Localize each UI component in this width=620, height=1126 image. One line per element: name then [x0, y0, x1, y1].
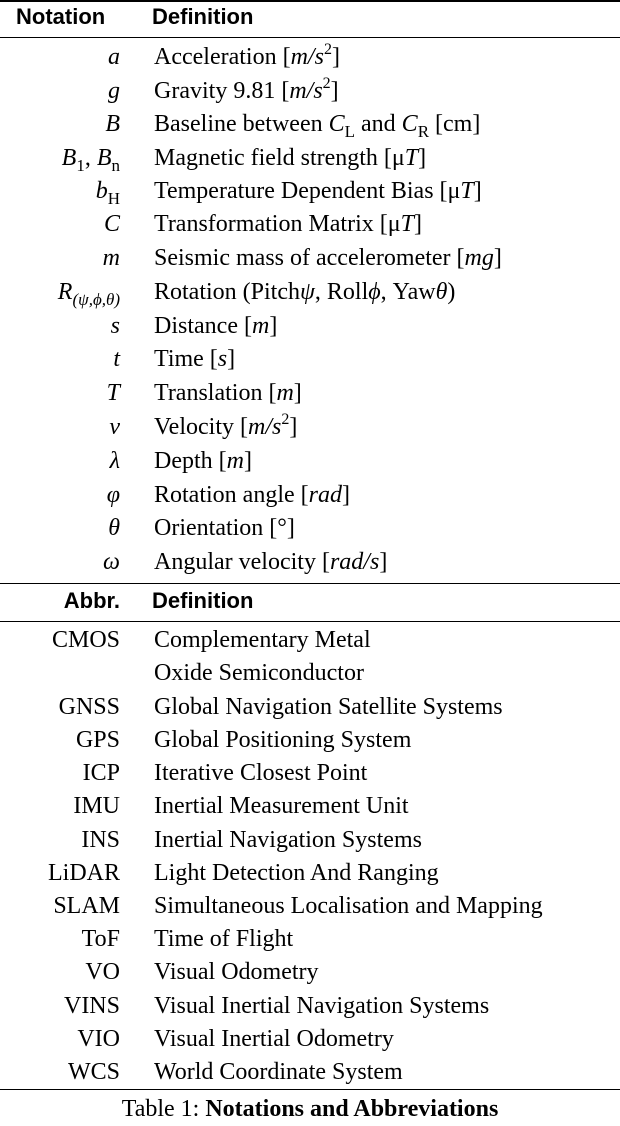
abbreviation-row: [0, 723, 620, 757]
abbreviation-header-row: [0, 584, 620, 618]
abbreviation-definition: Simultaneous Localisation and Mapping: [154, 893, 543, 919]
notation-symbol: C: [103, 211, 120, 237]
notation-row: [0, 511, 620, 545]
abbreviation: ICP: [82, 760, 120, 786]
abbreviation-row: [0, 623, 620, 657]
caption-label: Table 1:: [121, 1096, 200, 1122]
notation-symbol: θ: [108, 515, 120, 541]
abbreviation-definition: Global Navigation Satellite Systems: [154, 694, 503, 720]
abbreviation-definition: Inertial Navigation Systems: [154, 827, 422, 853]
abbreviation-row: [0, 922, 620, 956]
abbreviation-row: [0, 889, 620, 923]
definition-header: Definition: [152, 4, 254, 29]
bottom-rule: [0, 1089, 620, 1090]
notation-definition: Time [s]: [154, 346, 236, 372]
abbreviation-definition: Visual Inertial Navigation Systems: [154, 993, 490, 1019]
notation-row: [0, 241, 620, 275]
notation-row: [0, 376, 620, 410]
notation-definition: Temperature Dependent Bias [μT]: [154, 178, 482, 204]
abbreviation-definition: Iterative Closest Point: [154, 760, 368, 786]
abbreviation: SLAM: [53, 893, 120, 919]
abbreviation: CMOS: [51, 627, 120, 653]
notation-symbol: $R_{(\psi,\phi,\theta)}$: [57, 279, 120, 309]
abbreviation-row: [0, 656, 620, 690]
abbreviation-definition: Complementary Metal: [154, 627, 371, 653]
notation-symbol: s: [110, 313, 120, 339]
notation-row: [0, 478, 620, 512]
notation-definition: Seismic mass of accelerometer [mg]: [154, 245, 502, 271]
notation-row: [0, 275, 620, 309]
abbreviation-definition: Light Detection And Ranging: [154, 860, 439, 886]
notation-symbol: T: [106, 380, 120, 406]
notation-symbol: B: [105, 111, 120, 137]
abbreviation-definition: Inertial Measurement Unit: [154, 793, 409, 819]
abbreviation-row: [0, 955, 620, 989]
abbreviation-row: [0, 756, 620, 790]
notation-definition: Rotation angle [rad]: [154, 482, 350, 508]
notation-row: [0, 342, 620, 376]
notation-row: [0, 141, 620, 175]
notation-row: [0, 40, 620, 74]
abbreviation-row: [0, 690, 620, 724]
header-rule: [0, 621, 620, 622]
table-caption: [0, 1092, 620, 1126]
notation-definition: Gravity 9.81 $[m/s^2]$: [154, 75, 339, 104]
notation-definition: Velocity $[m/s^2]$: [154, 411, 298, 440]
abbreviation: GPS: [75, 727, 120, 753]
abbreviation-definition: Global Positioning System: [154, 727, 412, 753]
abbreviation-row: [0, 789, 620, 823]
abbreviation: LiDAR: [48, 860, 120, 886]
notation-definition: Transformation Matrix [μT]: [154, 211, 422, 237]
notation-symbol: φ: [106, 482, 120, 508]
notation-definition: Baseline between $C_L$ and $C_R$ [cm]: [154, 111, 481, 141]
abbreviation-row: [0, 823, 620, 857]
abbreviation: VO: [85, 959, 120, 985]
abbreviation: IMU: [73, 793, 120, 819]
notation-row: [0, 444, 620, 478]
abbreviation: VIO: [77, 1026, 120, 1052]
notation-row: [0, 545, 620, 579]
abbreviation-row: [0, 989, 620, 1023]
notation-definition: Depth [m]: [154, 448, 252, 474]
notation-symbol: v: [109, 414, 120, 440]
notation-symbol: m: [102, 245, 120, 271]
notation-symbol: $b_H$: [95, 178, 120, 208]
caption-title: Notations and Abbreviations: [205, 1096, 499, 1122]
notation-definition: Rotation (Pitchψ, Rollϕ, Yawθ): [154, 279, 456, 305]
notation-definition: Magnetic field strength [μT]: [154, 145, 427, 171]
notation-definition: Distance [m]: [154, 313, 278, 339]
notation-row: [0, 74, 620, 108]
notation-definition: Orientation [°]: [154, 515, 295, 541]
abbreviation: WCS: [67, 1059, 120, 1085]
abbreviation: VINS: [63, 993, 120, 1019]
notation-header-row: [0, 0, 620, 34]
notation-row: [0, 174, 620, 208]
abbreviation-definition: Visual Odometry: [154, 959, 319, 985]
abbreviation-definition: Visual Inertial Odometry: [154, 1026, 394, 1052]
notation-row: [0, 107, 620, 141]
notation-symbol: ω: [103, 549, 120, 575]
notation-definition: Translation [m]: [154, 380, 302, 406]
notation-row: [0, 410, 620, 444]
notation-definition: Acceleration $[m/s^2]$: [154, 41, 340, 70]
abbreviation-row: [0, 856, 620, 890]
notation-symbol: λ: [109, 448, 120, 474]
abbreviation-row: [0, 1055, 620, 1089]
abbreviation: ToF: [81, 926, 120, 952]
notation-header: Notation: [16, 4, 106, 29]
abbreviation: GNSS: [58, 694, 120, 720]
notation-row: [0, 309, 620, 343]
notation-symbol: a: [108, 44, 120, 70]
notation-definition: Angular velocity [rad/s]: [154, 549, 388, 575]
notation-symbol: g: [108, 78, 120, 104]
notation-row: [0, 207, 620, 241]
abbreviation-definition: Oxide Semiconductor: [154, 660, 364, 686]
definition-header: Definition: [152, 588, 254, 613]
abbreviation-row: [0, 1022, 620, 1056]
abbreviation-definition: Time of Flight: [154, 926, 294, 952]
header-rule: [0, 37, 620, 38]
abbreviation: INS: [81, 827, 120, 853]
notation-symbol: $B_1$, $B_n$: [61, 145, 120, 175]
abbr-header: Abbr.: [63, 588, 120, 613]
notation-symbol: t: [113, 346, 120, 372]
abbreviation-definition: World Coordinate System: [154, 1059, 403, 1085]
